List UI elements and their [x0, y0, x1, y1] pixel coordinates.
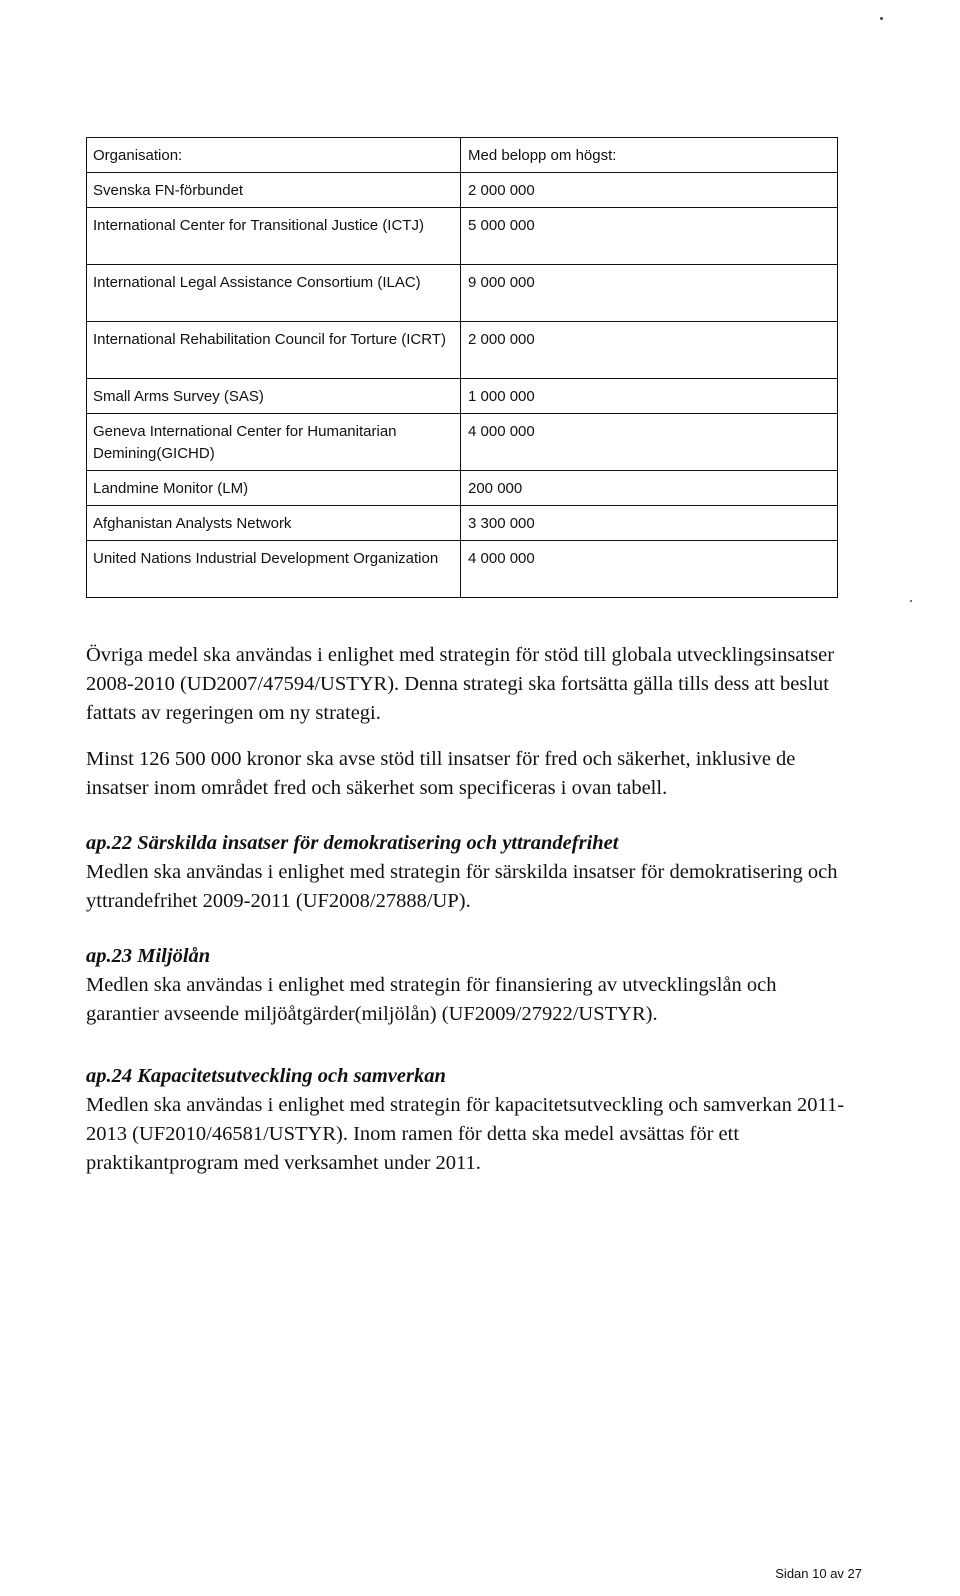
row-organisation: International Center for Transitional Justice (ICTJ) [87, 208, 461, 265]
section-heading-ap23: ap.23 Miljölån [86, 945, 211, 967]
table-row [87, 322, 838, 379]
page-number: Sidan 10 av 27 [775, 1566, 862, 1581]
row-organisation: Small Arms Survey (SAS) [87, 379, 461, 414]
row-amount: 200 000 [461, 471, 838, 506]
row-amount: 4 000 000 [461, 541, 838, 598]
row-organisation: Geneva International Center for Humanitarian Demining(GICHD) [87, 414, 461, 471]
row-amount: 5 000 000 [461, 208, 838, 265]
section-body-ap23: Medlen ska användas i enlighet med strategin för finansiering av utvecklingslån och garantier avseende miljöåtgärder(miljölån) (UF2009/27922/USTYR). [86, 974, 777, 1025]
row-amount: 1 000 000 [461, 379, 838, 414]
row-organisation: Landmine Monitor (LM) [87, 471, 461, 506]
table-row [87, 414, 838, 471]
table-header-row [87, 138, 838, 173]
table-row [87, 379, 838, 414]
section-body-ap24: Medlen ska användas i enlighet med strategin för kapacitetsutveckling och samverkan 2011-2013 (UF2010/46581/USTYR). Inom ramen för detta ska medel avsättas för ett praktikantprogram med verksamhet under 2011. [86, 1094, 845, 1174]
section-body-ap22: Medlen ska användas i enlighet med strategin för särskilda insatser för demokratisering och yttrandefrihet 2009-2011 (UF2008/27888/UP). [86, 861, 838, 912]
table-row [87, 541, 838, 598]
row-organisation: International Rehabilitation Council for Torture (ICRT) [87, 322, 461, 379]
paragraph-ovriga-medel: Övriga medel ska användas i enlighet med strategin för stöd till globala utvecklingsinsatser 2008-2010 (UD2007/47594/USTYR). Denna strategi ska fortsätta gälla tills dess att beslut fattats av regeringen om ny strategi. [86, 644, 835, 724]
row-amount: 3 300 000 [461, 506, 838, 541]
header-amount: Med belopp om högst: [461, 138, 838, 173]
table-row [87, 471, 838, 506]
funding-table [86, 137, 838, 598]
section-heading-ap22: ap.22 Särskilda insatser för demokratisering och yttrandefrihet [86, 832, 619, 854]
row-amount: 9 000 000 [461, 265, 838, 322]
row-organisation: International Legal Assistance Consortium (ILAC) [87, 265, 461, 322]
document-body [86, 641, 846, 1178]
table-row [87, 265, 838, 322]
row-organisation: Svenska FN-förbundet [87, 173, 461, 208]
paragraph-minst: Minst 126 500 000 kronor ska avse stöd till insatser för fred och säkerhet, inklusive de insatser inom området fred och säkerhet som specificeras i ovan tabell. [86, 748, 796, 799]
row-amount: 4 000 000 [461, 414, 838, 471]
section-heading-ap24: ap.24 Kapacitetsutveckling och samverkan [86, 1065, 446, 1087]
header-organisation: Organisation: [87, 138, 461, 173]
row-organisation: Afghanistan Analysts Network [87, 506, 461, 541]
table-row [87, 173, 838, 208]
row-amount: 2 000 000 [461, 322, 838, 379]
table-row [87, 208, 838, 265]
funding-table-container [86, 137, 838, 598]
scan-speck [910, 600, 912, 602]
scan-speck [880, 17, 883, 20]
row-organisation: United Nations Industrial Development Organization [87, 541, 461, 598]
row-amount: 2 000 000 [461, 173, 838, 208]
table-row [87, 506, 838, 541]
